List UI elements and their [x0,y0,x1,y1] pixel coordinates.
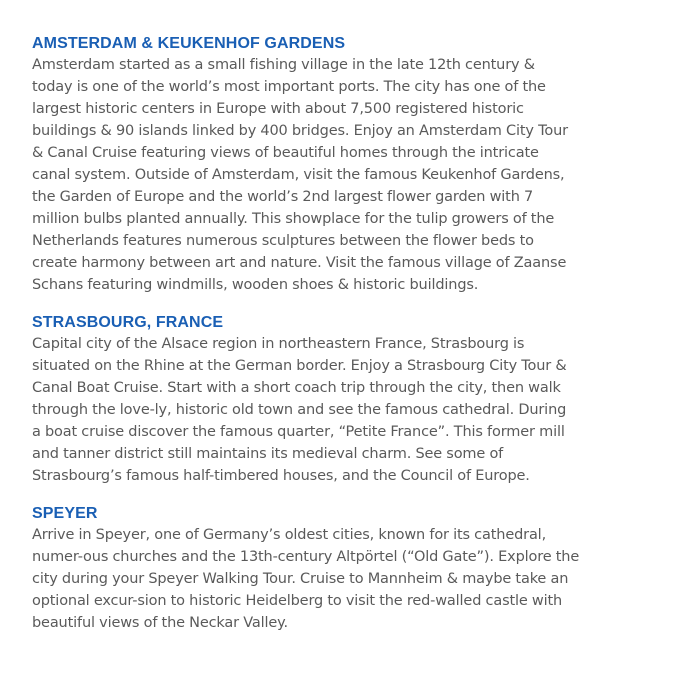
itinerary-document [32,34,647,651]
section-body-speyer [32,524,647,634]
body-line: city during your Speyer Walking Tour. Cruise to Mannheim & maybe take an [32,571,569,587]
body-line: largest historic centers in Europe with about 7,500 registered historic [32,101,524,117]
body-line: Arrive in Speyer, one of Germany’s oldest cities, known for its cathedral, [32,527,547,543]
section-title-strasbourg: STRASBOURG, FRANCE [32,314,224,331]
body-line: Schans featuring windmills, wooden shoes & historic buildings. [32,277,479,293]
section-body-strasbourg [32,333,647,487]
section-amsterdam [32,34,647,296]
section-title-amsterdam: AMSTERDAM & KEUKENHOF GARDENS [32,35,346,52]
body-line: Strasbourg’s famous half-timbered houses, and the Council of Europe. [32,468,530,484]
body-line: Canal Boat Cruise. Start with a short coach trip through the city, then walk [32,380,561,396]
body-line: situated on the Rhine at the German border. Enjoy a Strasbourg City Tour & [32,358,567,374]
body-line: optional excur-sion to historic Heidelberg to visit the red-walled castle with [32,593,563,609]
body-line: Amsterdam started as a small fishing village in the late 12th century & [32,57,535,73]
body-line: buildings & 90 islands linked by 400 bridges. Enjoy an Amsterdam City Tour [32,123,568,139]
section-title-speyer: SPEYER [32,505,98,522]
body-line: & Canal Cruise featuring views of beautiful homes through the intricate [32,145,539,161]
body-line: million bulbs planted annually. This showplace for the tulip growers of the [32,211,555,227]
section-strasbourg [32,313,647,487]
body-line: Capital city of the Alsace region in northeastern France, Strasbourg is [32,336,525,352]
body-line: numer-ous churches and the 13th-century Altpörtel (“Old Gate”). Explore the [32,549,580,565]
body-line: today is one of the world’s most important ports. The city has one of the [32,79,546,95]
body-line: beautiful views of the Neckar Valley. [32,615,288,631]
section-speyer [32,504,647,634]
body-line: canal system. Outside of Amsterdam, visit the famous Keukenhof Gardens, [32,167,565,183]
body-line: a boat cruise discover the famous quarter, “Petite France”. This former mill [32,424,565,440]
body-line: Netherlands features numerous sculptures between the flower beds to [32,233,534,249]
body-line: create harmony between art and nature. Visit the famous village of Zaanse [32,255,567,271]
body-line: and tanner district still maintains its medieval charm. See some of [32,446,504,462]
body-line: through the love-ly, historic old town and see the famous cathedral. During [32,402,567,418]
section-body-amsterdam [32,54,647,296]
body-line: the Garden of Europe and the world’s 2nd largest flower garden with 7 [32,189,534,205]
